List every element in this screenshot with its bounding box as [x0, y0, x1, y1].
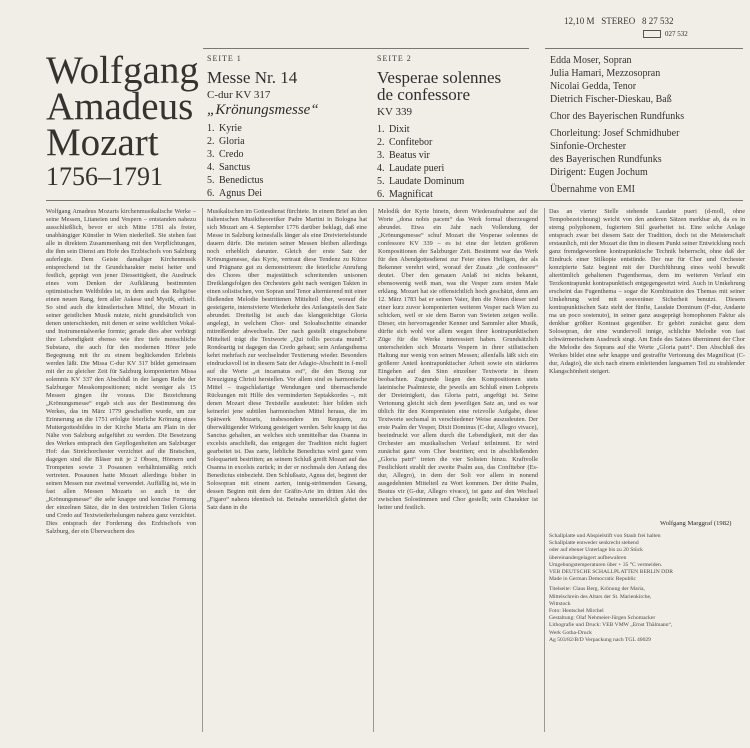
column-divider: [373, 208, 374, 732]
notes-paragraph: Das an vierter Stelle stehende Laudate pueri (d-moll, ohne Tempobezeichnung) weicht von den anderen Sätzen merkbar ab, da es in streng polyphonem, fugiertem Stil gearbeitet ist. Eine solche Anlage entsprach zwar bei diesem Satz der Tradition, doch ist die Meisterschaft erstaunlich, mit der Mozart die ihm in diesem Punkt seiner Entwicklung noch ganz fremdgewordene kontrapunktische Technik beherrscht, ohne daß der Eindruck einer Stilkopie entstünde. Der nur für Chor und Orchester konzipierte Satz beginnt mit der Durchführung eines wohl bewußt altertümlich gehaltenen Fugenthemas, dem im weiteren Verlauf ein Terzkontrapunkt kontrapunktisch entgegengesetzt wird. Auch in Umkehrung erscheint das Fugenthema – sogar die Kombination des Themas mit seiner Umkehrung wird mit souveräner Sicherheit benutzt. Diesem kontrapunktischen Satz steht der fünfte, Laudate Dominum (F-dur, Andante ma un poco sostenuto), in seiner ganz ausgeprägt homophonen Faktur als denkbar größter Kontrast gegenüber. Er gehört zunächst ganz dem Solosopran, der eine wundervoll innige, schlichte Melodie von fast schwärmerischem Ausdruck singt. Am Ende des Satzes übernimmt der Chor die Melodie des Soprans auf die Worte „Gloria patri“. Den Abschluß des Werkes bildet eine sehr knappe und gestraffte Vertonung des Magnificat (C-dur, Adagio), die sich nach einem einleitenden langsamen Teil zu strahlender Klangschönheit steigert.: [549, 208, 745, 375]
credit-line: VEB DEUTSCHE SCHALLPLATTEN BERLIN DDR: [549, 569, 673, 576]
track-item: 2. Gloria: [207, 136, 245, 147]
divider: [203, 48, 529, 49]
performer: Sinfonie-Orchester: [550, 141, 627, 152]
credit-line: Wittstock: [549, 600, 571, 607]
side-1-tracklist: [207, 122, 367, 200]
track-item: 1. Dixit: [377, 124, 410, 135]
side-1-nickname: „Krönungsmesse“: [207, 102, 319, 118]
side-1-label: SEITE 1: [207, 54, 242, 63]
track-item: 4. Laudate pueri: [377, 163, 445, 174]
credit-line: Werk Gotha-Druck: [549, 629, 592, 636]
label-logo-icon: [643, 30, 661, 38]
track-item: 1. Kyrie: [207, 123, 242, 134]
catalog-header: [564, 16, 674, 26]
track-item: 3. Beatus vir: [377, 150, 430, 161]
performer: Julia Hamari, Mezzosopran: [550, 68, 661, 79]
duration: 12,10 M: [564, 16, 595, 26]
side-1-key: C-dur KV 317: [207, 89, 271, 101]
credit-line: übereinandergelagert aufbewahren: [549, 554, 627, 561]
side-2-tracklist: [377, 123, 537, 201]
side-2-label: SEITE 2: [377, 54, 412, 63]
divider: [545, 48, 743, 49]
performer: Dietrich Fischer-Dieskau, Baß: [550, 94, 672, 105]
notes-column-2: [207, 208, 367, 732]
credit-line: Made in German Democratic Republic: [549, 576, 636, 583]
performer: Chorleitung: Josef Schmidhuber: [550, 128, 680, 139]
track-item: 4. Sanctus: [207, 162, 251, 173]
credits-block: [549, 533, 745, 644]
notes-column-3: [378, 208, 538, 732]
credit-line: Mittelschrein des Altars der St. Marienkirche,: [549, 593, 652, 600]
credit-line: Foto: Hentschel Mirchel: [549, 608, 604, 615]
credit-line: Schallplatte und Abspielstift von Staub frei halten: [549, 533, 661, 539]
notes-paragraph: Melodik der Kyrie hinein, deren Wiederaufnahme auf die Worte „dona nobis pacem“ das Werk formal überzeugend abrundet. Etwa ein Jahr nach Vollendung der „Krönungsmesse“ schuf Mozart die Vesperae solennes de confessore KV 339 – es ist eine der letzten größeren Kompositionen der Salzburger Zeit. Bestimmt war das Werk für den Abendgottesdienst zur Feier eines Heiligen, der als Bekenner verehrt wird, worauf der Zusatz „de confessore“ deutet. Über den genauen Anlaß ist nichts bekannt, ebensowenig weiß man, was die Vesper zum ersten Male erklang. Mozart hat sie offensichtlich hoch geschätzt, denn am 12. März 1783 bat er seinen Vater, ihm die Noten dieser und einer kurz zuvor komponierten weiteren Vesper nach Wien zu schicken, weil er sie dem Baron van Swieten zeigen wolle. Dieser, ein hervorragender Kenner und Sammler alter Musik, dürfte sich wohl vor allem wegen ihrer kontrapunktischen Züge für die Werke interessiert haben. Grundsätzlich unterscheiden sich Mozarts Vespern in ihrer stilistischen Haltung nur wenig von seinen Messen; allenfalls läßt sich ein größerer Anteil kontrapunktischer Arbeit sowie ein stärkeres Eingehen auf den Sinn einzelner Textworte in ihnen beobachten. Zugrunde liegen den Kompositionen stets lateinische Psalmtexte, die jeweils am Schluß einen Lobpreis der Dreieinigkeit, das Gloria patri, angefügt ist. Seine Vertonung gleicht sich dem jeweiligen Satz an, und es war üblich für den Komponisten eine reizvolle Aufgabe, diese Textworte sechsmal in verschiedener Weise auszudeuten. Der erste Psalm der Vesper, Dixit Dominus (C-dur, Allegro vivace), beeindruckt vor allem durch die Lebendigkeit, mit der das Orchester am musikalischen Verlauf teilnimmt. Er wird zunächst ganz vom Chor bestritten; erst in abschließenden „Gloria patri“ treten die vier Solisten hinzu. Kraftvolle Festlichkeit strahlt der zweite Psalm aus, das Confitebor (Es-dur, Allegro), in dem der Soli vor allem in nonend ausgedehnten Mittelteil zu Wort kommen. Der dritte Psalm, Beatus vir (G-dur, Allegro vivace), ist ganz auf den Wechsel zwischen Solostimmen und Chor gestellt; sein Charakter ist heiter und festlich.: [378, 208, 538, 511]
track-item: 6. Magnificat: [377, 189, 433, 200]
composer-middle-name: Amadeus: [46, 85, 194, 128]
catalog-number: 8 27 532: [642, 16, 674, 26]
track-item: 2. Confitebor: [377, 137, 433, 148]
credit-line: Lithografie und Druck: VEB VMW „Ernst Thälmann“,: [549, 622, 673, 629]
catalog-code: 027 532: [643, 30, 688, 38]
notes-paragraph: Wolfgang Amadeus Mozarts kirchenmusikalische Werke – seine Messen, Litaneien und Vespern – entstanden nahezu ausschließlich, bevor er sich Mitte 1781 als freier, unabhängiger Künstler in Wien niederließ. Sie stehen fast alle in direktem Zusammenhang mit den Verpflichtungen, die ihm sein Dienst am Hofe des Erzbischofs von Salzburg auferlegte. Dem Geiste damaliger Kirchenmusik entsprechend ist ihr Grundcharakter meist heiter und festlich, geprägt von jener Diesseitigkeit, die Ausdruck eines vom Denken der Aufklärung bestimmten optimistischen Weltbildes ist, in dem auch das Religiöse einen neuen Rang, fern aller Askese und Mystik, erhielt. So sind auch die künstlerischen Mittel, die Mozart in seiner geistlichen Musik nutzte, nicht grundsätzlich von denen unterschieden, mit denen er seine weltlichen Vokal- und Instrumentalwerke formte; gerade dies aber verbürgt ihre Lebendigkeit ebenso wie ihre tiefe menschliche Substanz, die auch für den modernen Hörer jede Begegnung mit ihr zu einem beglückenden Erlebnis werden läßt. Die Missa C-dur KV 317 bildet gemeinsam mit der zu gleicher Zeit für Salzburg komponierten Missa solemnis KV 337 den Abschluß in der langen Reihe der Salzburger Messkompositionen; nicht weniger als 15 Messen gingen ihr voraus. Die Bezeichnung „Krönungsmesse“ ergab sich aus der Bestimmung des Werkes, das im März 1779 geschaffen wurde, um zur Erinnerung an die 1751 erfolgte feierliche Krönung eines Muttergottesbildes in der Kirche Maria am Plain in der Nähe von Salzburg aufgeführt zu werden. Die Besetzung des Werkes entsprach den Gepflogenheiten am Salzburger Hof: das Streichorchester verzichtet auf die Bratschen, dagegen sind die Bläser mit je 2 Oboen, Hörnern und Trompeten sowie 3 Posaunen verhältnismäßig reich vertreten. Posaunen hatte Mozart allerdings bisher in seinen Messen nur zweimal verwendet. Auffällig ist, wie in fast allen Messen Mozarts so auch in der „Krönungsmesse“ die sehr knappe und konzise Formung der einzelnen Sätze, die in den textreichen Teilen Gloria und Credo auf Textwiederholungen nahezu ganz verzichtet. Dies entsprach der Forderung des Erzbischofs von Salzburg, der ein Überwuchern des: [46, 208, 196, 535]
column-divider: [544, 208, 545, 732]
stereo-label: STEREO: [601, 16, 636, 26]
credit-line: oder auf ebener Unterlage bis zu 20 Stück: [549, 547, 643, 554]
performer: Dirigent: Eugen Jochum: [550, 167, 648, 178]
notes-signature: Wolfgang Marggraf (1982): [660, 520, 732, 527]
track-item: 5. Laudate Dominum: [377, 176, 465, 187]
notes-column-4: [549, 208, 745, 518]
performer: Edda Moser, Sopran: [550, 55, 632, 66]
notes-column-1: [46, 208, 196, 732]
performer: Nicolai Gedda, Tenor: [550, 81, 637, 92]
track-item: 6. Agnus Dei: [207, 188, 263, 199]
credit-line: Umgebungstemperaturen über + 35 °C vermeiden.: [549, 561, 663, 568]
performer: Übernahme von EMI: [550, 184, 635, 195]
side-2-kv: KV 339: [377, 106, 412, 118]
performer: des Bayerischen Rundfunks: [550, 154, 662, 165]
credit-line: Gestaltung: Olaf Nehmeier-Jürgen Schomacker: [549, 615, 656, 622]
side-1-title: Messe Nr. 14: [207, 68, 298, 87]
composer-years: 1756–1791: [46, 162, 163, 191]
credit-line: Schallplatte entweder senkrecht stehend: [549, 540, 639, 547]
notes-paragraph: Musikalischen im Gottesdienst fürchtete. In einem Brief an den italienischen Musiktheoretiker Padre Martini in Bologna hat sich Mozart am 4. September 1776 darüber beklagt, daß eine Messe in Salzburg keinesfalls länger als eine Dreiviertelstunde dauern dürfe. Die meisten seiner Messen bleiben allerdings noch erheblich darunter. Gleich der erste Satz der Krönungsmesse, das Kyrie, vertraut diese Tendenz zu Kürze und Prägnanz gut zu demonstrieren: die feierliche Anrufung des Chores über majestätisch schreitenden unisonen Dreiklangsfolgen des Orchesters geht nach wenigen Takten in einen solistischen, von Sopran und Tenor alternierend mit einer fließenden Melodie bestrittenen Mittelteil über, worauf die gesteigerte, intensivierte Wiederkehr des Anfangsteils den Satz abrundet. Dreiteilig ist auch das klangprächtige Gloria angelegt, in welchem Chor- und Soloabschnitte einander mitreißender abwechseln. Der nach gestellt eingeschobene Mittelteil trägt die Textworte „Qui tollis peccata mundi“. Rondoartig ist dagegen das Credo gebaut; sein Anfangsthema kehrt mehrfach zur wechselnder Textierung wieder. Besonders eindrucksvoll ist in diesem Satz der Adagio-Abschnitt in f-moll auf die Worte „et incarnatus est“, die den Bezug zur Kreuzigung Christi herstellen. Vor allem sind es harmonische Mittel – tragschlafartige Wendungen und überraschende Rückungen mit Hilfe des verminderten Septakkordes –, mit denen Mozart diese Textstelle ausdeutet: hier bilden sich keinerlei jene subtilen harmonischen Mittel heraus, die im Spätwerk Mozarts, insbesondere im Requiem, zu überwältigender Wirkung gesteigert werden. Sehr knapp ist das Sanctus gehalten, an welches sich unmittelbar das Osanna in excelsis anschließt, das entgegen der Tradition nicht fugiert gearbeitet ist. Das zarte, liebliche Benedictus wird ganz vom Soloquartett bestritten; an seinem Schluß greift Mozart auf das Osanna in excelsis zurück; in der er nochmals den Anfang des Benedictus einbezieht. Den Schlußsatz, Agnus dei, beginnt der Solosopran mit einem zarten, innig-strömenden Gesang, dessen Beginn mit dem der Gräfin-Arie im dritten Akt des „Figaro“ nahezu identisch ist. Beinahe unmerklich gleitet der Satz dann in die: [207, 208, 367, 511]
side-2-title-line2: de confessore: [377, 85, 470, 104]
side-2-title-line1: Vesperae solennes: [377, 68, 502, 87]
credit-line: Titelseite: Claus Berg, Krönung der Maria,: [549, 586, 645, 593]
track-item: 3. Credo: [207, 149, 244, 160]
column-divider: [202, 208, 203, 732]
side-1-block: [207, 54, 367, 200]
credit-line: Ag 503/82/B/D Verpackung nach TGL 40029: [549, 636, 651, 643]
performers-list: [550, 54, 745, 196]
side-2-block: [377, 54, 537, 201]
track-item: 5. Benedictus: [207, 175, 264, 186]
composer-first-name: Wolfgang: [46, 49, 199, 92]
composer-last-name: Mozart: [46, 121, 159, 164]
performer: Chor des Bayerischen Rundfunks: [550, 111, 685, 122]
